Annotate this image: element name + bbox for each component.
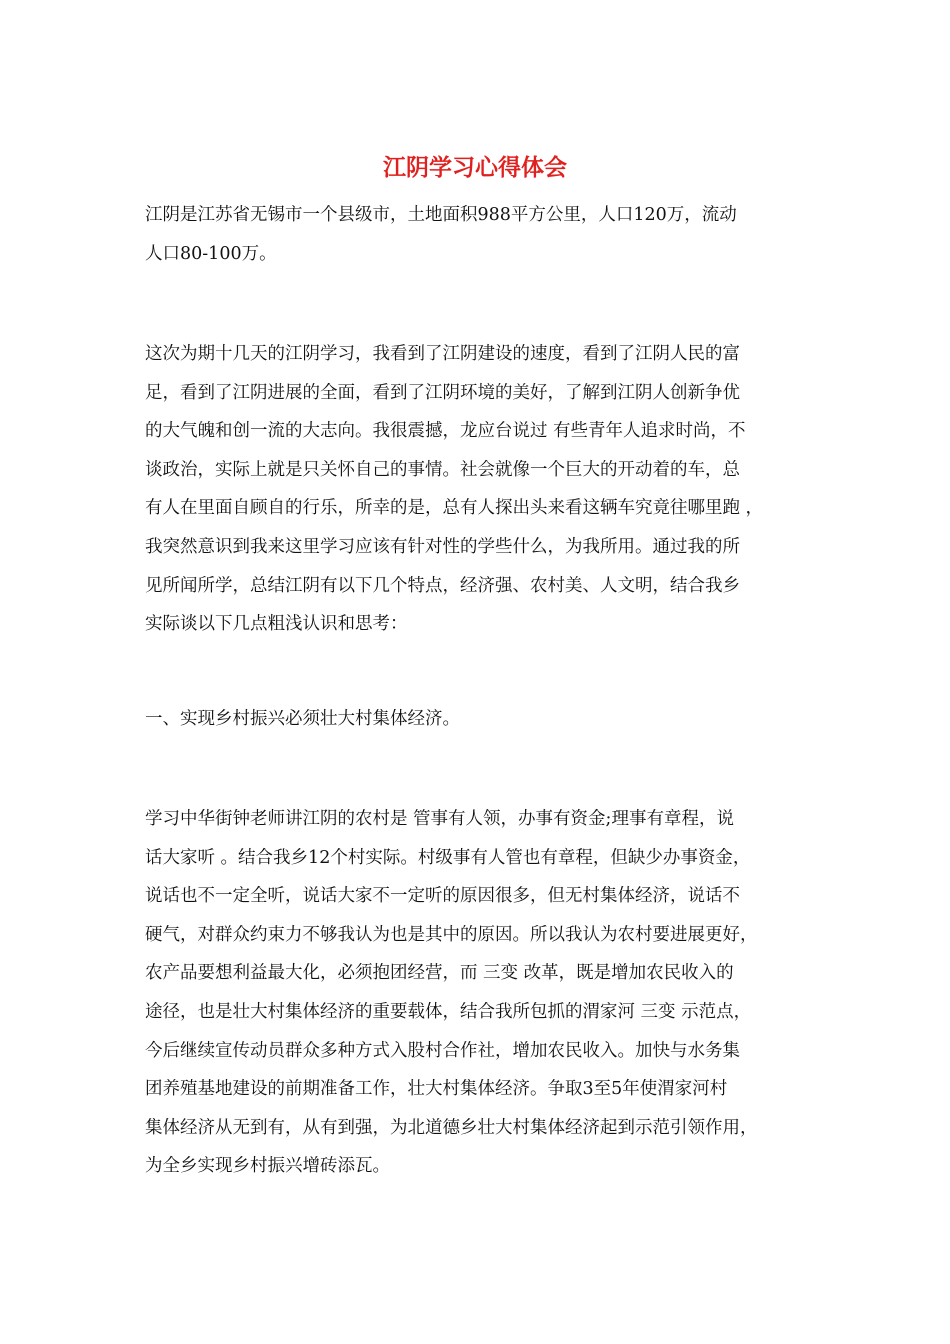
paragraph-study-reflection — [145, 335, 815, 644]
paragraph-line: 硬气，对群众约束力不够我认为也是其中的原因。所以我认为农村要进展更好， — [145, 924, 758, 945]
paragraph-line: 集体经济从无到有，从有到强，为北道德乡壮大村集体经济起到示范引领作用， — [145, 1117, 758, 1138]
paragraph-line: 人口80-100万。 — [145, 243, 277, 264]
paragraph-line: 我突然意识到我来这里学习应该有针对性的学些什么，为我所用。通过我的所 — [145, 536, 740, 557]
paragraph-line: 话大家听 。结合我乡12个村实际。村级事有人管也有章程，但缺少办事资金， — [145, 847, 751, 868]
paragraph-line: 谈政治，实际上就是只关怀自己的事情。社会就像一个巨大的开动着的车，总 — [145, 459, 740, 480]
paragraph-line: 的大气魄和创一流的大志向。我很震撼，龙应台说过 有些青年人追求时尚，不 — [145, 421, 746, 442]
paragraph-line: 为全乡实现乡村振兴增砖添瓦。 — [145, 1156, 390, 1177]
paragraph-line: 实际谈以下几点粗浅认识和思考： — [145, 614, 408, 635]
paragraph-line: 今后继续宣传动员群众多种方式入股村合作社，增加农民收入。加快与水务集 — [145, 1040, 740, 1061]
paragraph-collective-economy — [145, 800, 815, 1186]
paragraph-intro — [145, 196, 815, 273]
paragraph-line: 见所闻所学，总结江阴有以下几个特点，经济强、农村美、人文明，结合我乡 — [145, 575, 740, 596]
paragraph-line: 团养殖基地建设的前期准备工作，壮大村集体经济。争取3至5年使渭家河村 — [145, 1079, 728, 1100]
paragraph-line: 江阴是江苏省无锡市一个县级市，土地面积988平方公里，人口120万，流动 — [145, 205, 737, 225]
section-heading-one — [145, 700, 815, 739]
paragraph-line: 这次为期十几天的江阴学习，我看到了江阴建设的速度，看到了江阴人民的富 — [145, 344, 740, 364]
paragraph-line: 途径，也是壮大村集体经济的重要载体，结合我所包抓的渭家河 三变 示范点， — [145, 1001, 752, 1022]
paragraph-line: 有人在里面自顾自的行乐，所幸的是，总有人探出头来看这辆车究竟往哪里跑 ， — [145, 498, 764, 519]
paragraph-line: 学习中华街钟老师讲江阴的农村是 管事有人领，办事有资金;理事有章程，说 — [145, 809, 734, 829]
section-heading-line: 一、实现乡村振兴必须壮大村集体经济。 — [145, 709, 460, 729]
paragraph-line: 说话也不一定全听，说话大家不一定听的原因很多，但无村集体经济，说话不 — [145, 886, 740, 907]
document-title: 江阴学习心得体会 — [383, 155, 567, 181]
paragraph-line: 足，看到了江阴进展的全面，看到了江阴环境的美好，了解到江阴人创新争优 — [145, 382, 740, 403]
paragraph-line: 农产品要想利益最大化，必须抱团经营，而 三变 改革，既是增加农民收入的 — [145, 963, 734, 984]
